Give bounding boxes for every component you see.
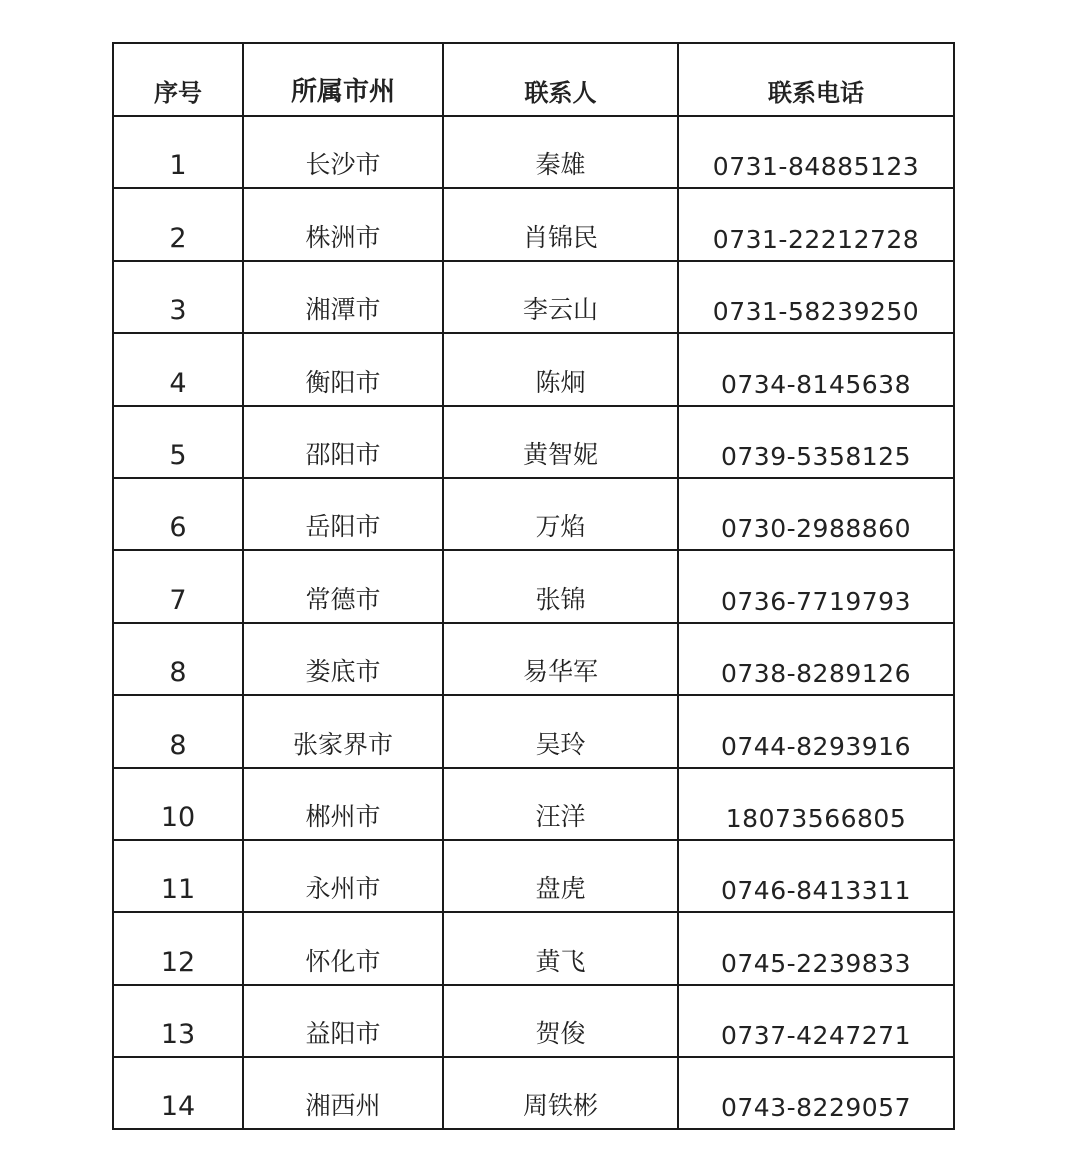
row-phone: 18073566805 [678, 768, 954, 840]
contact-table [112, 42, 955, 1130]
table-row [113, 406, 954, 478]
row-contact: 黄飞 [443, 912, 678, 984]
row-contact: 吴玲 [443, 695, 678, 767]
row-phone: 0734-8145638 [678, 333, 954, 405]
row-city: 怀化市 [243, 912, 443, 984]
row-index: 4 [113, 333, 243, 405]
row-contact: 李云山 [443, 261, 678, 333]
table-header [113, 43, 954, 116]
row-phone: 0746-8413311 [678, 840, 954, 912]
row-city: 湘西州 [243, 1057, 443, 1129]
table-body [113, 116, 954, 1129]
header-phone: 联系电话 [678, 43, 954, 116]
row-index: 8 [113, 623, 243, 695]
row-city: 湘潭市 [243, 261, 443, 333]
row-city: 常德市 [243, 550, 443, 622]
row-index: 11 [113, 840, 243, 912]
row-contact: 周铁彬 [443, 1057, 678, 1129]
row-contact: 贺俊 [443, 985, 678, 1057]
row-city: 益阳市 [243, 985, 443, 1057]
row-index: 1 [113, 116, 243, 188]
row-city: 邵阳市 [243, 406, 443, 478]
row-phone: 0744-8293916 [678, 695, 954, 767]
row-index: 3 [113, 261, 243, 333]
header-city: 所属市州 [243, 43, 443, 116]
row-index: 6 [113, 478, 243, 550]
row-index: 8 [113, 695, 243, 767]
row-phone: 0738-8289126 [678, 623, 954, 695]
header-contact: 联系人 [443, 43, 678, 116]
row-city: 张家界市 [243, 695, 443, 767]
table-row [113, 116, 954, 188]
row-contact: 陈炯 [443, 333, 678, 405]
row-contact: 易华军 [443, 623, 678, 695]
row-contact: 黄智妮 [443, 406, 678, 478]
table-row [113, 1057, 954, 1129]
row-index: 12 [113, 912, 243, 984]
header-row [113, 43, 954, 116]
row-contact: 盘虎 [443, 840, 678, 912]
row-city: 郴州市 [243, 768, 443, 840]
row-phone: 0736-7719793 [678, 550, 954, 622]
row-phone: 0737-4247271 [678, 985, 954, 1057]
row-city: 长沙市 [243, 116, 443, 188]
row-phone: 0730-2988860 [678, 478, 954, 550]
table-row [113, 695, 954, 767]
row-phone: 0731-58239250 [678, 261, 954, 333]
row-city: 永州市 [243, 840, 443, 912]
row-contact: 秦雄 [443, 116, 678, 188]
row-city: 娄底市 [243, 623, 443, 695]
row-phone: 0739-5358125 [678, 406, 954, 478]
row-contact: 张锦 [443, 550, 678, 622]
row-index: 2 [113, 188, 243, 260]
row-city: 株洲市 [243, 188, 443, 260]
table-row [113, 550, 954, 622]
table-row [113, 623, 954, 695]
row-phone: 0743-8229057 [678, 1057, 954, 1129]
row-phone: 0731-22212728 [678, 188, 954, 260]
row-contact: 万焰 [443, 478, 678, 550]
row-index: 5 [113, 406, 243, 478]
row-phone: 0745-2239833 [678, 912, 954, 984]
table-row [113, 188, 954, 260]
row-index: 13 [113, 985, 243, 1057]
row-city: 岳阳市 [243, 478, 443, 550]
row-phone: 0731-84885123 [678, 116, 954, 188]
table-row [113, 840, 954, 912]
row-index: 10 [113, 768, 243, 840]
row-city: 衡阳市 [243, 333, 443, 405]
header-index: 序号 [113, 43, 243, 116]
row-index: 7 [113, 550, 243, 622]
row-index: 14 [113, 1057, 243, 1129]
table-row [113, 333, 954, 405]
row-contact: 肖锦民 [443, 188, 678, 260]
table-row [113, 768, 954, 840]
table-row [113, 261, 954, 333]
table-row [113, 478, 954, 550]
row-contact: 汪洋 [443, 768, 678, 840]
table-row [113, 985, 954, 1057]
table-row [113, 912, 954, 984]
